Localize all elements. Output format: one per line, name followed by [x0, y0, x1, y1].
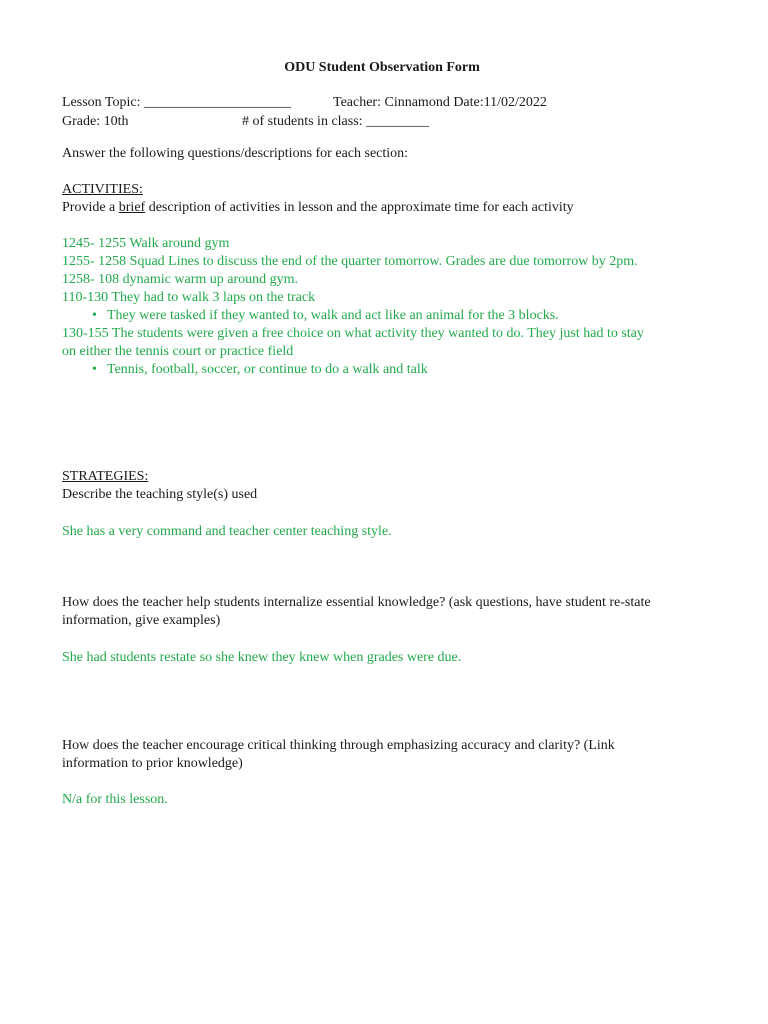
bullet-icon: •	[92, 308, 97, 323]
activities-heading: ACTIVITIES:	[62, 182, 143, 197]
activity-entry: 110-130 They had to walk 3 laps on the track	[62, 290, 316, 305]
question-3-text: How does the teacher encourage critical thinking through emphasizing accuracy and clarity? (Link	[62, 738, 615, 753]
strategies-answer: She has a very command and teacher center teaching style.	[62, 524, 392, 539]
instructions-text: Answer the following questions/descriptions for each section:	[62, 146, 409, 161]
question-3-answer: N/a for this lesson.	[62, 792, 168, 807]
students-count-field: # of students in class: _________	[242, 114, 430, 129]
question-3-text-continuation: information to prior knowledge)	[62, 756, 243, 771]
form-title: ODU Student Observation Form	[284, 60, 480, 75]
question-2-answer: She had students restate so she knew they knew when grades were due.	[62, 650, 462, 665]
activities-prompt	[62, 199, 574, 217]
strategies-prompt: Describe the teaching style(s) used	[62, 487, 258, 502]
activity-entry: 1245- 1255 Walk around gym	[62, 236, 230, 251]
activity-bullet-text: Tennis, football, soccer, or continue to do a walk and talk	[107, 362, 428, 377]
activities-prompt-start: Provide a	[62, 200, 119, 215]
activity-entry: 1258- 108 dynamic warm up around gym.	[62, 272, 299, 287]
activity-entry: 130-155 The students were given a free choice on what activity they wanted to do. They just had to stay	[62, 326, 644, 341]
lesson-topic-field: Lesson Topic: _____________________	[62, 95, 291, 110]
strategies-heading: STRATEGIES:	[62, 469, 149, 484]
activity-bullet-text: They were tasked if they wanted to, walk and act like an animal for the 3 blocks.	[107, 308, 559, 323]
activities-prompt-end: description of activities in lesson and the approximate time for each activity	[145, 200, 574, 215]
question-2-text: How does the teacher help students internalize essential knowledge? (ask questions, have student re-state	[62, 595, 651, 610]
activity-entry-continuation: on either the tennis court or practice field	[62, 344, 294, 359]
activity-entry: 1255- 1258 Squad Lines to discuss the end of the quarter tomorrow. Grades are due tomorrow by 2pm.	[62, 254, 638, 269]
bullet-icon: •	[92, 362, 97, 377]
teacher-date-field: Teacher: Cinnamond Date:11/02/2022	[333, 95, 547, 110]
question-2-text-continuation: information, give examples)	[62, 613, 221, 628]
activities-prompt-emphasis: brief	[118, 200, 146, 215]
grade-field: Grade: 10th	[62, 114, 129, 129]
